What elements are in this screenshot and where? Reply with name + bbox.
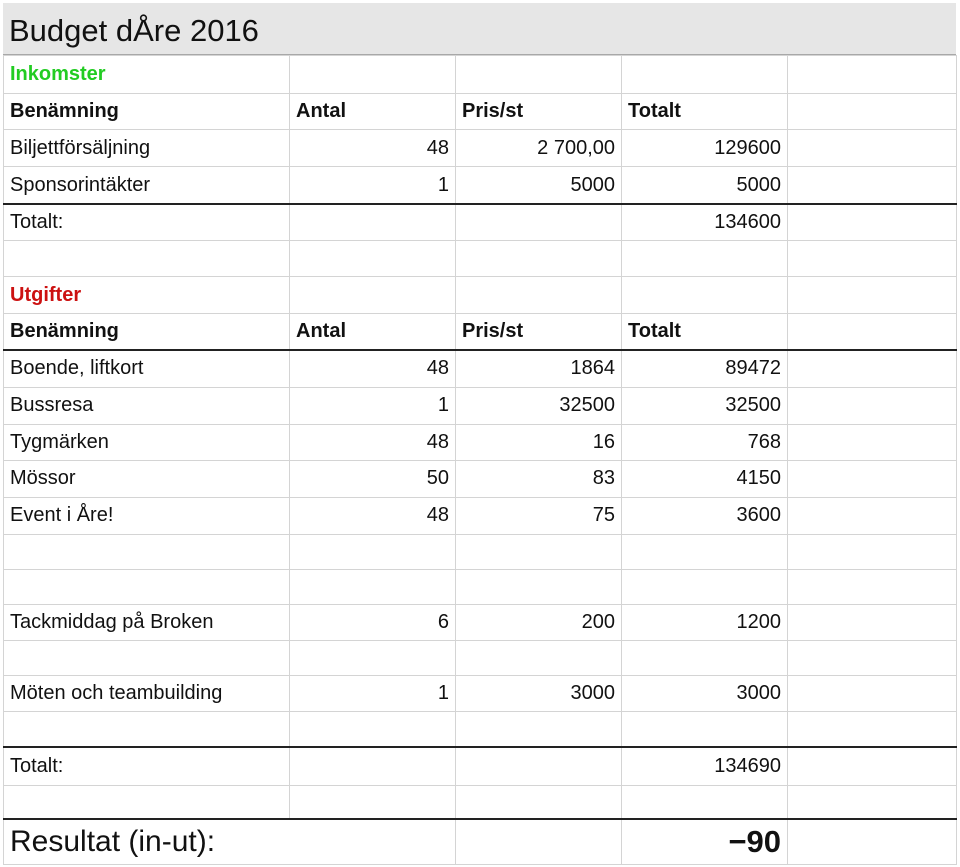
cell[interactable] [622,241,788,277]
header-total[interactable]: Totalt [622,313,788,350]
cell[interactable] [4,241,290,277]
cell[interactable] [456,747,622,785]
empty-row [4,241,957,277]
cell[interactable] [290,785,456,819]
cell[interactable] [788,676,957,712]
empty-row [4,712,957,747]
item-price[interactable]: 16 [456,424,622,460]
item-qty[interactable]: 1 [290,676,456,712]
item-price[interactable]: 2 700,00 [456,130,622,167]
cell[interactable] [290,204,456,241]
cell[interactable] [456,819,622,864]
cell[interactable] [788,712,957,747]
expenses-section-label[interactable]: Utgifter [4,277,290,313]
header-name[interactable]: Benämning [4,94,290,130]
item-price[interactable]: 5000 [456,167,622,204]
empty-row [4,785,957,819]
table-row [4,387,957,424]
income-section-label[interactable]: Inkomster [4,56,290,94]
income-header-row [4,94,957,130]
empty-row [4,535,957,570]
income-section-row [4,56,957,94]
table-row [4,497,957,534]
table-row [4,130,957,167]
cell[interactable] [622,712,788,747]
cell[interactable] [456,535,622,570]
cell[interactable] [290,641,456,676]
result-label[interactable]: Resultat (in-ut): [4,819,456,864]
cell[interactable] [788,497,957,534]
item-total[interactable]: 32500 [622,387,788,424]
cell[interactable] [788,94,957,130]
cell[interactable] [788,204,957,241]
cell[interactable] [290,570,456,605]
item-price[interactable]: 32500 [456,387,622,424]
empty-row [4,570,957,605]
item-name[interactable]: Tygmärken [4,424,290,460]
cell[interactable] [788,605,957,641]
cell[interactable] [788,241,957,277]
item-qty[interactable]: 6 [290,605,456,641]
cell[interactable] [788,167,957,204]
cell[interactable] [788,277,957,313]
table-row [4,460,957,497]
item-total[interactable]: 5000 [622,167,788,204]
header-price[interactable]: Pris/st [456,94,622,130]
cell[interactable] [290,277,456,313]
cell[interactable] [4,712,290,747]
table-row [4,350,957,387]
item-qty[interactable]: 1 [290,167,456,204]
header-qty[interactable]: Antal [290,94,456,130]
cell[interactable] [290,56,456,94]
item-name[interactable]: Sponsorintäkter [4,167,290,204]
item-qty[interactable]: 1 [290,387,456,424]
cell[interactable] [290,712,456,747]
item-total[interactable]: 4150 [622,460,788,497]
cell[interactable] [622,56,788,94]
item-total[interactable]: 129600 [622,130,788,167]
header-price[interactable]: Pris/st [456,313,622,350]
income-total-value[interactable]: 134600 [622,204,788,241]
result-row [4,819,957,864]
cell[interactable] [622,785,788,819]
cell[interactable] [788,387,957,424]
cell[interactable] [456,712,622,747]
cell[interactable] [788,460,957,497]
cell[interactable] [788,313,957,350]
item-price[interactable]: 75 [456,497,622,534]
cell[interactable] [622,535,788,570]
item-qty[interactable]: 48 [290,424,456,460]
spreadsheet [3,3,956,865]
cell[interactable] [456,204,622,241]
item-price[interactable]: 83 [456,460,622,497]
table-row [4,424,957,460]
empty-row [4,641,957,676]
sheet-title: Budget dÅre 2016 [9,13,259,48]
item-total[interactable]: 89472 [622,350,788,387]
item-price[interactable]: 200 [456,605,622,641]
cell[interactable] [4,785,290,819]
cell[interactable] [622,277,788,313]
cell[interactable] [788,819,957,864]
item-name[interactable]: Boende, liftkort [4,350,290,387]
item-name[interactable]: Biljettförsäljning [4,130,290,167]
item-qty[interactable]: 50 [290,460,456,497]
sheet-title-cell[interactable] [3,3,956,55]
cell[interactable] [456,785,622,819]
expenses-total-row [4,747,957,785]
item-total[interactable]: 1200 [622,605,788,641]
budget-table [3,55,957,865]
cell[interactable] [290,241,456,277]
expenses-section-row [4,277,957,313]
item-name[interactable]: Mössor [4,460,290,497]
item-price[interactable]: 1864 [456,350,622,387]
header-total[interactable]: Totalt [622,94,788,130]
item-total[interactable]: 3600 [622,497,788,534]
cell[interactable] [4,570,290,605]
header-qty[interactable]: Antal [290,313,456,350]
item-name[interactable]: Bussresa [4,387,290,424]
cell[interactable] [788,535,957,570]
table-row [4,676,957,712]
expenses-total-label[interactable]: Totalt: [4,747,290,785]
item-qty[interactable]: 48 [290,130,456,167]
cell[interactable] [788,785,957,819]
cell[interactable] [788,570,957,605]
income-total-label[interactable]: Totalt: [4,204,290,241]
item-price[interactable]: 3000 [456,676,622,712]
cell[interactable] [456,641,622,676]
table-row [4,605,957,641]
cell[interactable] [456,570,622,605]
header-name[interactable]: Benämning [4,313,290,350]
income-total-row [4,204,957,241]
cell[interactable] [4,535,290,570]
expenses-total-value[interactable]: 134690 [622,747,788,785]
cell[interactable] [290,747,456,785]
cell[interactable] [788,424,957,460]
cell[interactable] [456,277,622,313]
cell[interactable] [788,747,957,785]
item-name[interactable]: Event i Åre! [4,497,290,534]
cell[interactable] [456,56,622,94]
item-name[interactable]: Tackmiddag på Broken [4,605,290,641]
expenses-header-row [4,313,957,350]
item-total[interactable]: 3000 [622,676,788,712]
item-qty[interactable]: 48 [290,497,456,534]
cell[interactable] [622,641,788,676]
cell[interactable] [788,56,957,94]
item-name[interactable]: Möten och teambuilding [4,676,290,712]
cell[interactable] [788,130,957,167]
result-value[interactable]: −90 [622,819,788,864]
table-row [4,167,957,204]
item-qty[interactable]: 48 [290,350,456,387]
item-total[interactable]: 768 [622,424,788,460]
cell[interactable] [622,570,788,605]
cell[interactable] [4,641,290,676]
cell[interactable] [788,350,957,387]
cell[interactable] [290,535,456,570]
cell[interactable] [456,241,622,277]
cell[interactable] [788,641,957,676]
